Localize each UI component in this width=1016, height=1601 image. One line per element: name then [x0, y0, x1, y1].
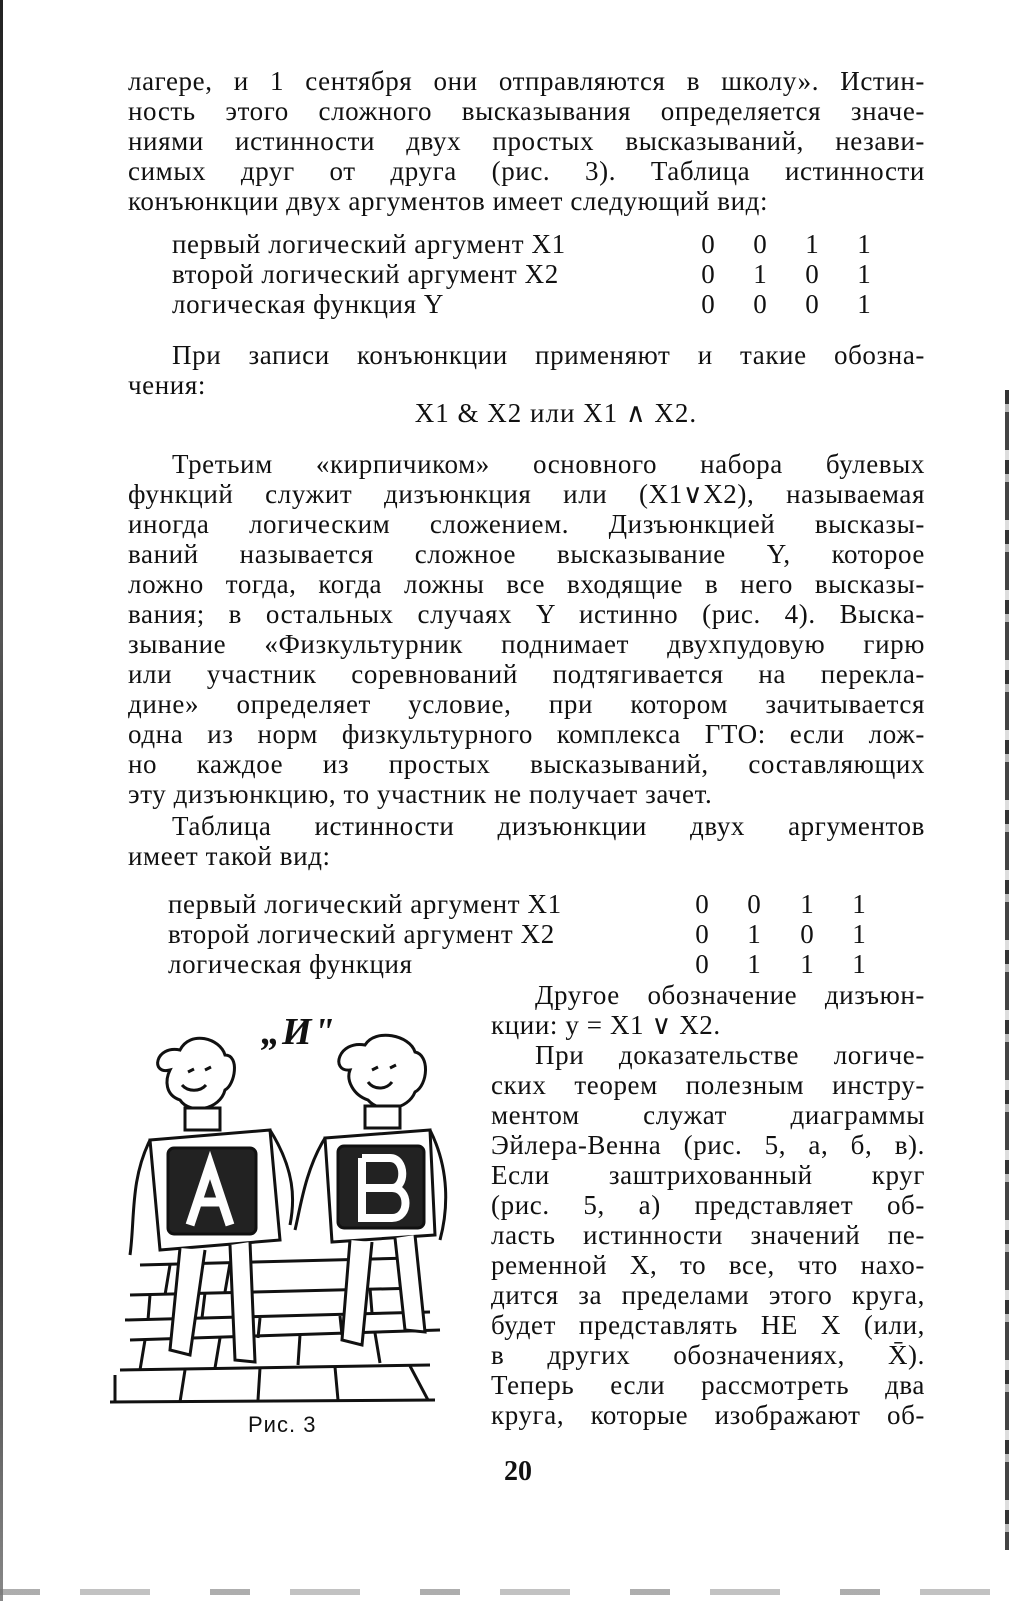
text-line: эту дизъюнкцию, то участник не получает зачет.: [128, 779, 713, 809]
figure-label: „И": [261, 1011, 337, 1053]
text-line: будет представлять НЕ X (или,: [491, 1310, 925, 1340]
row-label: логическая функция: [168, 949, 413, 979]
figure-person-a: [130, 1038, 293, 1362]
cell-value: 1: [852, 919, 866, 949]
row-label: первый логический аргумент X1: [168, 889, 562, 919]
text-line: чения:: [128, 370, 206, 400]
page-bottom-edge: [0, 1589, 1016, 1595]
cell-value: 1: [857, 289, 871, 319]
cell-value: 1: [805, 229, 819, 259]
cell-value: 1: [800, 889, 814, 919]
text-line: Таблица истинности дизъюнкции двух аргументов: [172, 811, 925, 841]
text-line: лагере, и 1 сентября они отправляются в школу». Истин-: [128, 66, 925, 96]
text-line: но каждое из простых высказываний, составляющих: [128, 749, 925, 779]
text-line: ваний называется сложное высказывание Y, которое: [128, 539, 925, 569]
cell-value: 0: [695, 919, 709, 949]
text-line: вания; в остальных случаях Y истинно (рис. 4). Выска-: [128, 599, 925, 629]
cell-value: 1: [800, 949, 814, 979]
row-label: второй логический аргумент X2: [172, 259, 559, 289]
text-line: дине» определяет условие, при котором зачитывается: [128, 689, 925, 719]
cell-value: 1: [857, 259, 871, 289]
text-line: При доказательстве логиче-: [535, 1040, 925, 1070]
text-line: круга, которые изображают об-: [491, 1400, 925, 1430]
text-line: Третьим «кирпичиком» основного набора булевых: [172, 449, 925, 479]
cell-value: 0: [805, 289, 819, 319]
text-line: ских теорем полезным инстру-: [491, 1070, 925, 1100]
cell-value: 0: [753, 289, 767, 319]
text-line: кции: y = X1 ∨ X2.: [491, 1010, 721, 1040]
text-line: зывание «Физкультурник поднимает двухпудовую гирю: [128, 629, 925, 659]
text-line: одна из норм физкультурного комплекса ГТО: если лож-: [128, 719, 925, 749]
cell-value: 1: [857, 229, 871, 259]
text-line: конъюнкции двух аргументов имеет следующий вид:: [128, 186, 769, 216]
text-line: ложно тогда, когда ложны все входящие в него высказы-: [128, 569, 925, 599]
cell-value: 1: [852, 949, 866, 979]
text-line: ментом служат диаграммы: [491, 1100, 925, 1130]
cell-value: 1: [753, 259, 767, 289]
text-line: в других обозначениях, X̄).: [491, 1340, 925, 1370]
figure-caption: Рис. 3: [248, 1412, 317, 1437]
row-label: первый логический аргумент X1: [172, 229, 566, 259]
cell-value: 0: [800, 919, 814, 949]
cell-value: 0: [747, 889, 761, 919]
text-line: функций служит дизъюнкция или (X1∨X2), называемая: [128, 479, 925, 509]
cell-value: 0: [805, 259, 819, 289]
brick-pavement: [110, 1258, 440, 1402]
cell-value: 1: [852, 889, 866, 919]
formula-text: X1 & X2 или X1 ∧ X2.: [414, 398, 698, 428]
text-line: Другое обозначение дизъюн-: [535, 980, 925, 1010]
text-line: симых друг от друга (рис. 3). Таблица истинности: [128, 156, 925, 186]
page-right-edge: [1005, 390, 1009, 1550]
text-line: Если заштрихованный круг: [491, 1160, 925, 1190]
text-line: ниями истинности двух простых высказываний, незави-: [128, 126, 925, 156]
row-label: логическая функция Y: [172, 289, 445, 319]
text-line: дится за пределами этого круга,: [491, 1280, 925, 1310]
text-line: Теперь если рассмотреть два: [491, 1370, 925, 1400]
text-line: иногда логическим сложением. Дизъюнкцией высказы-: [128, 509, 925, 539]
page-number: 20: [504, 1456, 532, 1487]
page-left-edge: [0, 0, 3, 1601]
cell-value: 0: [695, 889, 709, 919]
text-line: ность этого сложного высказывания определяется значе-: [128, 96, 925, 126]
text-line: или участник соревнований подтягивается на перекла-: [128, 659, 925, 689]
text-line: имеет такой вид:: [128, 841, 331, 871]
row-label: второй логический аргумент X2: [168, 919, 555, 949]
conjunction-formula: [0, 398, 1016, 428]
text-line: При записи конъюнкции применяют и такие обозна-: [172, 340, 925, 370]
text-line: (рис. 5, а) представляет об-: [491, 1190, 925, 1220]
cell-value: 0: [753, 229, 767, 259]
cell-value: 0: [701, 259, 715, 289]
cell-value: 0: [701, 289, 715, 319]
figure-illustration: [110, 1030, 450, 1410]
cell-value: 0: [701, 229, 715, 259]
text-line: ласть истинности значений пе-: [491, 1220, 925, 1250]
text-line: ременной X, то все, что нахо-: [491, 1250, 925, 1280]
cell-value: 1: [747, 919, 761, 949]
cell-value: 0: [695, 949, 709, 979]
text-line: Эйлера-Венна (рис. 5, а, б, в).: [491, 1130, 925, 1160]
cell-value: 1: [747, 949, 761, 979]
